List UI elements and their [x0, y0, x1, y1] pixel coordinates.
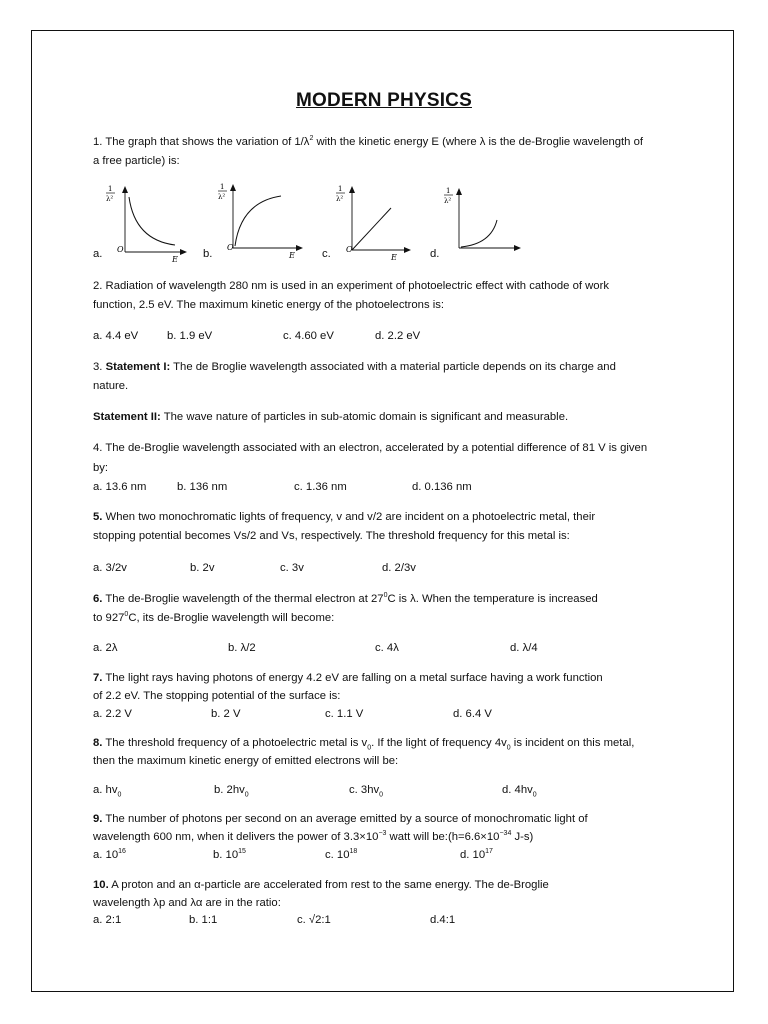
question-8-option-d[interactable]: d. $4hv_0$	[502, 784, 537, 799]
question-5-option-c[interactable]: c. 3v	[280, 562, 304, 574]
graph-c-label: c.	[322, 248, 331, 260]
svg-text:λ²: λ²	[336, 195, 344, 203]
question-2-option-c[interactable]: c. 4.60 eV	[283, 330, 334, 342]
graph-b	[213, 180, 303, 260]
question-3-statement-1: 3. Statement I: The de Broglie wavelength associated with a material particle depends on its charge and	[93, 361, 616, 373]
question-6-option-b[interactable]: b. λ/2	[228, 642, 256, 654]
question-6-option-a[interactable]: a. 2λ	[93, 642, 118, 654]
question-6-text-line2: to $927^0C$, its de-Broglie wavelength will become:	[93, 611, 335, 624]
question-4-option-d[interactable]: d. 0.136 nm	[412, 481, 472, 493]
question-10-option-c[interactable]: c. √2:1	[297, 914, 331, 926]
question-1-text: 1. The graph that shows the variation of $1/\lambda^2$ with the kinetic energy E (where λ is the de-Broglie wavelength of	[93, 135, 644, 148]
question-9-text-line2: wavelength 600 nm, when it delivers the power of $3.3\times 10^{-3}$ watt will $be:(h=6.6\times 10^{-34}$ J-s)	[93, 830, 534, 843]
question-2-text: 2. Radiation of wavelength 280 nm is used in an experiment of photoelectric effect with cathode of work	[93, 280, 609, 292]
question-2-option-a[interactable]: a. 4.4 eV	[93, 330, 139, 342]
svg-text:O: O	[346, 245, 353, 254]
question-9-option-a[interactable]: a. $10^{16}$	[93, 848, 126, 861]
question-6-option-d[interactable]: d. λ/4	[510, 642, 538, 654]
question-8-option-c[interactable]: c. $3hv_0$	[349, 784, 384, 799]
question-6-option-c[interactable]: c. 4λ	[375, 642, 399, 654]
svg-text:λ²: λ²	[444, 197, 452, 205]
question-10-text-line2: wavelength λp and λα are in the ratio:	[93, 897, 281, 909]
question-9-option-c[interactable]: c. $10^{18}$	[325, 848, 358, 861]
question-7-option-b[interactable]: b. 2 V	[211, 708, 241, 720]
svg-text:O: O	[117, 245, 124, 254]
question-8-text: 8. The threshold frequency of a photoelectric metal is $v_0$. If the light of frequency $4v_0$ is incident on this metal,	[93, 737, 635, 752]
question-7-option-c[interactable]: c. 1.1 V	[325, 708, 364, 720]
graph-c	[333, 182, 413, 262]
question-5-text-line2: stopping potential becomes Vs/2 and Vs, respectively. The threshold frequency for this metal is:	[93, 530, 570, 542]
question-8-option-a[interactable]: a. $hv_0$	[93, 784, 122, 799]
question-8-option-b[interactable]: b. $2hv_0$	[214, 784, 249, 799]
question-6-text: 6. The de-Broglie wavelength of the thermal electron at $27^0C$ is λ. When the temperature is increased	[93, 592, 598, 605]
question-4-text: 4. The de-Broglie wavelength associated with an electron, accelerated by a potential difference of 81 V is given	[93, 442, 648, 454]
svg-text:1: 1	[338, 185, 343, 193]
question-2-option-d[interactable]: d. 2.2 eV	[375, 330, 421, 342]
question-10-option-b[interactable]: b. 1:1	[189, 914, 218, 926]
question-4-text-line2: by:	[93, 462, 109, 474]
question-10-option-d[interactable]: d.4:1	[430, 914, 456, 926]
graph-d-label: d.	[430, 248, 440, 260]
question-1-text-line2: a free particle) is:	[93, 155, 180, 167]
question-7-text-line2: of 2.2 eV. The stopping potential of the surface is:	[93, 690, 341, 702]
question-3-statement-2: Statement II: The wave nature of particles in sub-atomic domain is significant and measurable.	[93, 411, 569, 423]
question-7-option-d[interactable]: d. 6.4 V	[453, 708, 492, 720]
question-7-option-a[interactable]: a. 2.2 V	[93, 708, 132, 720]
svg-text:1: 1	[446, 187, 451, 195]
question-7-text: 7. The light rays having photons of energy 4.2 eV are falling on a metal surface having a work function	[93, 672, 603, 684]
graph-d	[441, 184, 523, 260]
question-9-option-b[interactable]: b. $10^{15}$	[213, 848, 246, 861]
question-9-text: 9. The number of photons per second on an average emitted by a source of monochromatic light of	[93, 813, 588, 825]
question-4-option-a[interactable]: a. 13.6 nm	[93, 481, 147, 493]
graph-b-label: b.	[203, 248, 213, 260]
question-3-statement-1-line2: nature.	[93, 380, 129, 392]
question-2-text-line2: function, 2.5 eV. The maximum kinetic energy of the photoelectrons is:	[93, 299, 445, 311]
question-5-option-a[interactable]: a. 3/2v	[93, 562, 127, 574]
svg-text:1: 1	[220, 183, 225, 191]
question-8-text-line2: then the maximum kinetic energy of emitted electrons will be:	[93, 755, 399, 767]
graph-a-label: a.	[93, 248, 103, 260]
svg-text:λ²: λ²	[106, 195, 114, 203]
svg-text:E: E	[172, 255, 178, 262]
question-2-option-b[interactable]: b. 1.9 eV	[167, 330, 213, 342]
question-5-option-b[interactable]: b. 2v	[190, 562, 215, 574]
question-4-option-b[interactable]: b. 136 nm	[177, 481, 228, 493]
question-9-option-d[interactable]: d. $10^{17}$	[460, 848, 493, 861]
svg-text:1: 1	[108, 185, 113, 193]
question-10-option-a[interactable]: a. 2:1	[93, 914, 122, 926]
question-10-text: 10. A proton and an α-particle are accelerated from rest to the same energy. The de-Broglie	[93, 879, 549, 891]
svg-text:E: E	[391, 253, 397, 262]
graph-a	[103, 182, 187, 262]
page-title: MODERN PHYSICS	[296, 90, 472, 111]
question-5-text: 5. When two monochromatic lights of frequency, v and v/2 are incident on a photoelectric metal, their	[93, 511, 596, 523]
svg-text:λ²: λ²	[218, 193, 226, 201]
svg-text:O: O	[227, 243, 234, 252]
question-5-option-d[interactable]: d. 2/3v	[382, 562, 416, 574]
svg-text:E: E	[289, 251, 295, 260]
question-4-option-c[interactable]: c. 1.36 nm	[294, 481, 347, 493]
